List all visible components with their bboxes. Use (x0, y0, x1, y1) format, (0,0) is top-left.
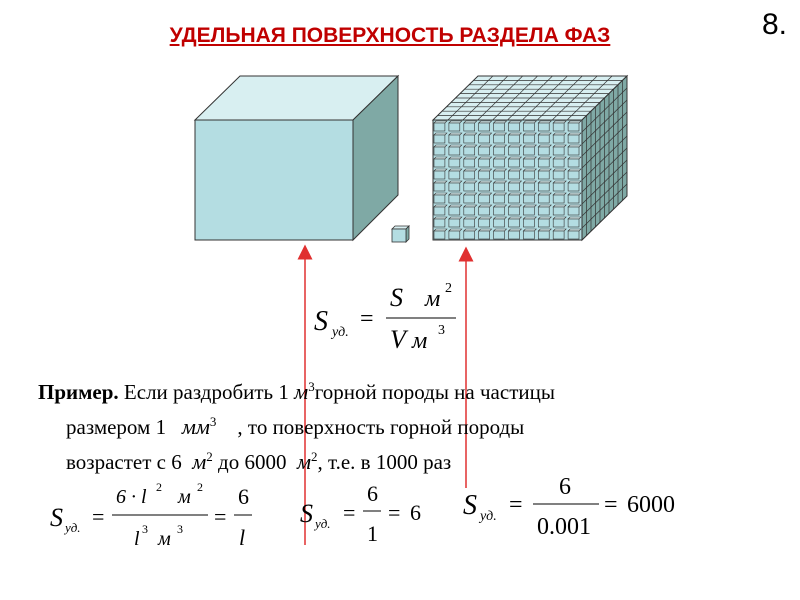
large-cube (195, 76, 398, 240)
grid-cube (494, 169, 507, 179)
divided-cube (433, 76, 627, 240)
grid-cube (434, 229, 447, 239)
grid-cube (494, 205, 507, 215)
formula-general (50, 480, 252, 550)
grid-cube (449, 205, 462, 215)
unit-square-meter-1: м (192, 449, 207, 474)
grid-cube (464, 121, 477, 131)
grid-cube (434, 181, 447, 191)
svg-text:6: 6 (410, 500, 421, 525)
svg-text:2: 2 (156, 480, 162, 494)
grid-cube (538, 121, 551, 131)
svg-text:уд.: уд. (332, 325, 349, 340)
svg-text:1: 1 (367, 521, 378, 546)
grid-cube (538, 229, 551, 239)
grid-cube (553, 145, 566, 155)
grid-cube (464, 145, 477, 155)
grid-cube (479, 157, 492, 167)
grid-cube (464, 205, 477, 215)
grid-cube (434, 217, 447, 227)
grid-cube (523, 121, 536, 131)
grid-cube (538, 169, 551, 179)
grid-cube (479, 229, 492, 239)
formula-final (463, 474, 675, 540)
svg-text:уд.: уд. (480, 509, 497, 524)
grid-cube (523, 181, 536, 191)
grid-cube (509, 229, 522, 239)
svg-text:S: S (314, 306, 328, 337)
svg-text:=: = (92, 504, 105, 529)
grid-cube (434, 121, 447, 131)
grid-cube (553, 181, 566, 191)
grid-cube (568, 157, 581, 167)
grid-cube (464, 229, 477, 239)
svg-text:=: = (388, 500, 401, 525)
grid-cube (509, 121, 522, 131)
grid-cube (509, 145, 522, 155)
grid-cube (449, 217, 462, 227)
svg-text:=: = (604, 492, 618, 518)
grid-cube (434, 169, 447, 179)
example-line-3: возрастет с 6 $м^2$ до 6000 $м^2$, т.е. в 1000 раз (66, 449, 452, 474)
svg-text:м: м (412, 328, 428, 354)
grid-cube (479, 205, 492, 215)
unit-square-meter-2: м (296, 449, 311, 474)
grid-cube (553, 169, 566, 179)
grid-cube (479, 145, 492, 155)
grid-cube (553, 157, 566, 167)
grid-cube (449, 229, 462, 239)
grid-cube (494, 229, 507, 239)
grid-cube (464, 133, 477, 143)
svg-text:=: = (509, 492, 523, 518)
slide-title: УДЕЛЬНАЯ ПОВЕРХНОСТЬ РАЗДЕЛА ФАЗ (169, 24, 611, 47)
svg-text:=: = (360, 306, 374, 332)
svg-text:=: = (214, 504, 227, 529)
grid-cube (464, 169, 477, 179)
grid-cube (523, 205, 536, 215)
example-paragraph (38, 372, 738, 477)
grid-cube (449, 181, 462, 191)
grid-cube (479, 217, 492, 227)
grid-cube (464, 193, 477, 203)
svg-text:S: S (300, 499, 313, 528)
grid-cube (494, 181, 507, 191)
example-line-1: Пример. Если раздробить 1 $м^3горной$ породы на частицы (38, 379, 555, 404)
svg-text:2: 2 (197, 480, 203, 494)
grid-cube (434, 157, 447, 167)
formula-specific-surface (314, 281, 456, 354)
grid-cube (538, 193, 551, 203)
svg-text:=: = (343, 500, 356, 525)
grid-cube (494, 157, 507, 167)
grid-cube (434, 205, 447, 215)
grid-cube (449, 133, 462, 143)
svg-text:0.001: 0.001 (537, 514, 591, 540)
grid-cube (464, 157, 477, 167)
grid-cube (449, 121, 462, 131)
grid-cube (434, 193, 447, 203)
grid-cube (494, 121, 507, 131)
example-label: Пример. (38, 380, 119, 404)
small-cube (392, 226, 409, 242)
grid-cube (538, 133, 551, 143)
grid-cube (479, 169, 492, 179)
grid-cube (509, 133, 522, 143)
grid-cube (553, 217, 566, 227)
grid-cube (523, 217, 536, 227)
svg-text:V: V (390, 325, 406, 354)
grid-cube (553, 205, 566, 215)
grid-cube (568, 229, 581, 239)
grid-cube (494, 133, 507, 143)
svg-text:м: м (425, 286, 441, 312)
grid-cube (553, 133, 566, 143)
svg-text:6 · l: 6 · l (116, 486, 147, 508)
grid-cube (509, 217, 522, 227)
grid-cube (523, 193, 536, 203)
grid-cube (538, 205, 551, 215)
grid-cube (464, 217, 477, 227)
grid-cube (494, 145, 507, 155)
grid-cube (494, 217, 507, 227)
svg-text:l: l (134, 528, 140, 550)
grid-cube (434, 145, 447, 155)
svg-text:6: 6 (559, 474, 571, 500)
grid-cube (523, 229, 536, 239)
grid-cube (494, 193, 507, 203)
grid-cube (479, 181, 492, 191)
svg-text:S: S (463, 490, 477, 521)
slide-number: 8. (762, 8, 788, 41)
svg-text:6: 6 (367, 481, 378, 506)
grid-cube (538, 157, 551, 167)
grid-cube (553, 229, 566, 239)
svg-text:3: 3 (177, 522, 183, 536)
svg-text:l: l (239, 525, 246, 550)
svg-text:S: S (390, 283, 403, 312)
formula-initial (300, 481, 421, 546)
grid-cube (509, 157, 522, 167)
unit-cubic-meter: м (294, 379, 309, 404)
large-cube-front (195, 120, 353, 240)
svg-text:6000: 6000 (627, 492, 675, 518)
svg-text:м: м (178, 486, 191, 508)
grid-cube (464, 181, 477, 191)
grid-cube (449, 145, 462, 155)
grid-cube (568, 145, 581, 155)
grid-cube (479, 133, 492, 143)
grid-cube (568, 121, 581, 131)
svg-text:6: 6 (238, 484, 249, 509)
grid-cube (509, 205, 522, 215)
svg-text:м: м (158, 528, 171, 550)
example-line-2: размером 1 $мм^3$ , то поверхность горной породы (66, 414, 525, 439)
svg-text:S: S (50, 503, 63, 532)
grid-cube (538, 217, 551, 227)
grid-cube (523, 157, 536, 167)
grid-cube (523, 169, 536, 179)
grid-cube (523, 145, 536, 155)
grid-cube (449, 157, 462, 167)
grid-cube (479, 121, 492, 131)
grid-cube (553, 193, 566, 203)
svg-text:2: 2 (445, 281, 452, 296)
svg-text:3: 3 (438, 323, 445, 338)
grid-cube (509, 169, 522, 179)
grid-cube (538, 181, 551, 191)
grid-cube (449, 169, 462, 179)
grid-cube (568, 133, 581, 143)
grid-cube (509, 193, 522, 203)
grid-cube (449, 193, 462, 203)
grid-cube (434, 133, 447, 143)
grid-cube (568, 193, 581, 203)
grid-cube (509, 181, 522, 191)
grid-cube (568, 181, 581, 191)
grid-cube (553, 121, 566, 131)
grid-cube (568, 217, 581, 227)
grid-cube (479, 193, 492, 203)
grid-cube (538, 145, 551, 155)
grid-cube (568, 169, 581, 179)
grid-cube (568, 205, 581, 215)
svg-text:уд.: уд. (65, 520, 81, 535)
grid-cube (523, 133, 536, 143)
svg-text:уд.: уд. (315, 516, 331, 531)
svg-text:3: 3 (142, 522, 148, 536)
unit-cubic-millimeter: мм (181, 414, 210, 439)
